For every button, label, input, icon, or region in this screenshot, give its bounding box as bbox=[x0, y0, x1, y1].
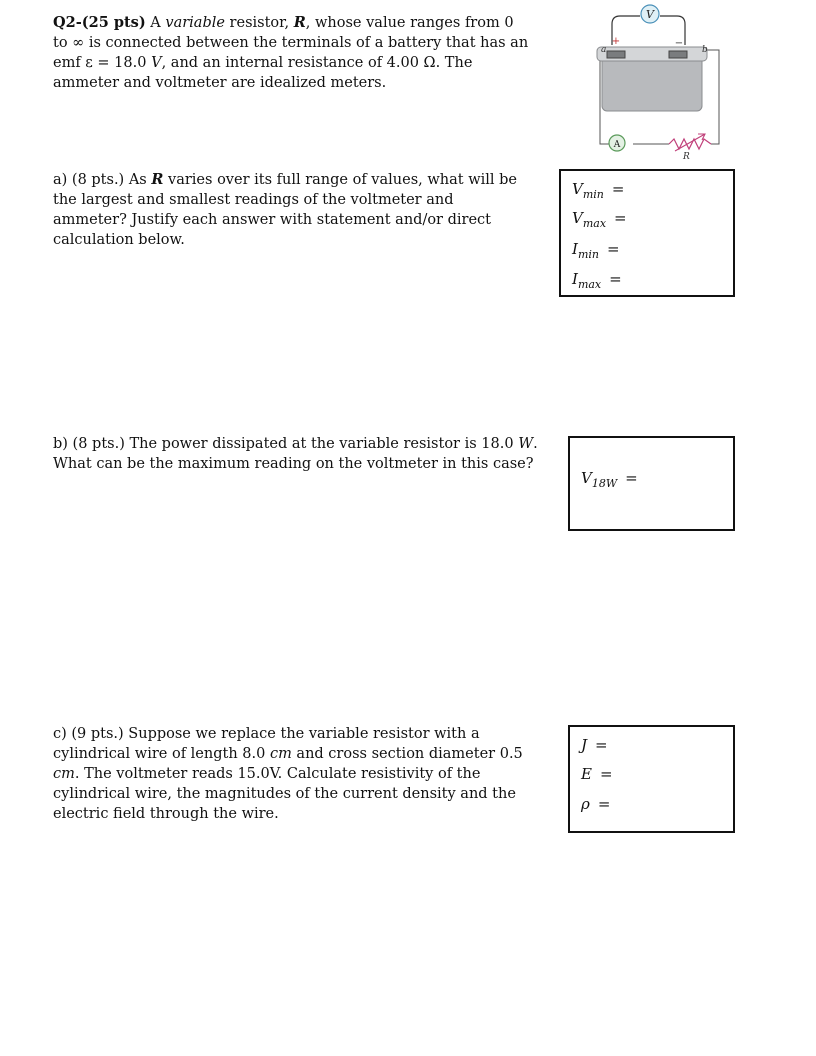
ammeter-label: A bbox=[613, 140, 621, 150]
answer-i-max: $I_{max}$ = bbox=[572, 270, 622, 291]
resistor-label: R bbox=[683, 152, 690, 162]
minus-sign: − bbox=[674, 38, 684, 49]
battery-terminal-pos bbox=[607, 51, 625, 58]
question-lead: Q2-(25 pts) bbox=[53, 14, 146, 31]
answer-v-max: $V_{max}$ = bbox=[572, 209, 627, 230]
answer-v-min: $V_{min}$ = bbox=[572, 180, 625, 201]
terminal-a-label: a bbox=[601, 45, 607, 55]
voltmeter-label: V bbox=[646, 8, 654, 21]
answer-i-min: $I_{min}$ = bbox=[572, 240, 620, 261]
battery-body bbox=[602, 56, 702, 111]
part-a-text: a) (8 pts.) As R varies over its full range of values, what will be the largest and smallest readings of the voltmeter and ammeter? Justify each answer with statement and/or direct calculation below. bbox=[53, 171, 517, 248]
answer-j: J = bbox=[581, 736, 608, 754]
part-b-text: b) (8 pts.) The power dissipated at the variable resistor is 18.0 W. What can be the maximum reading on the voltmeter in this case? bbox=[53, 436, 538, 472]
answer-rho: ρ = bbox=[581, 795, 611, 813]
circuit-diagram bbox=[585, 2, 735, 162]
resistor-zigzag bbox=[669, 139, 711, 149]
plus-sign: + bbox=[611, 36, 621, 47]
question-intro: Q2-(25 pts) A variable resistor, R, whose value ranges from 0 to ∞ is connected between the terminals of a battery that has an emf ε = 18.0 V, and an internal resistance of 4.00 Ω. The ammeter and voltmeter are idealized meters. bbox=[53, 14, 529, 91]
battery-terminal-neg bbox=[669, 51, 687, 58]
answer-e: E = bbox=[581, 765, 613, 783]
answer-v-18w: $V_{18W}$ = bbox=[581, 469, 638, 490]
resistor-arrow bbox=[675, 134, 705, 151]
terminal-b-label: b bbox=[702, 45, 708, 55]
part-c-text: c) (9 pts.) Suppose we replace the variable resistor with a cylindrical wire of length 8.0 cm and cross section diameter 0.5 cm. The voltmeter reads 15.0V. Calculate resistivity of the cylindrical wire, the magnitudes of the current density and the electric field through the wire. bbox=[53, 726, 523, 822]
